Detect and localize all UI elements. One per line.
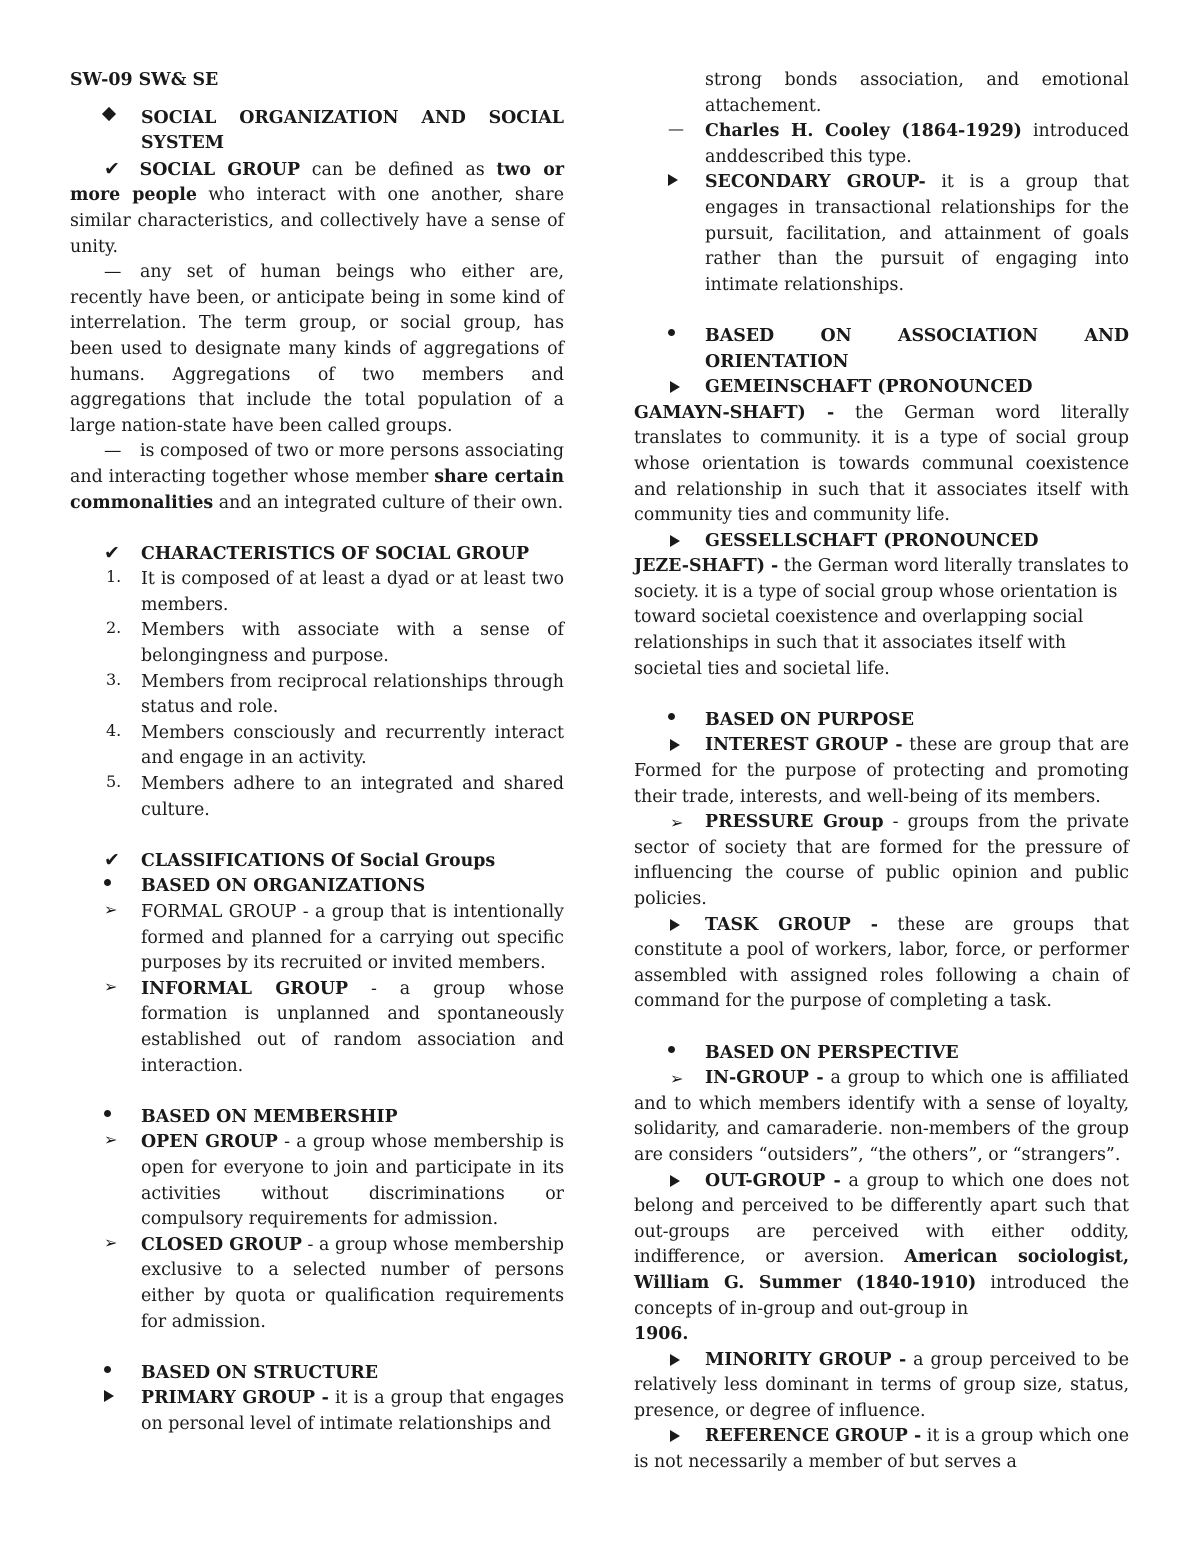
bullet-icon [104, 1361, 134, 1380]
bullet-icon [668, 708, 698, 727]
organizations-heading: BASED ON ORGANIZATIONS [141, 876, 426, 897]
cooley-item: — Charles H. Cooley (1864-1929) introduced anddescribed this type. [668, 119, 1129, 167]
bullet-icon [104, 1105, 134, 1124]
association-heading-item [634, 324, 1129, 375]
main-heading-item [70, 106, 564, 157]
checkmark-icon: ✔ [104, 848, 120, 871]
open-group-item: ➢ OPEN GROUP - a group whose membership is open for everyone to join and participate in its activities without discriminations or compulsory requirements for admission. [104, 1130, 564, 1230]
classifications-heading-item [70, 849, 564, 875]
closed-group-item: ➢ CLOSED GROUP - a group whose membership exclusive to a selected number of persons either by quota or qualification requirements for admission. [104, 1232, 564, 1332]
association-heading: BASED ON ASSOCIATION AND ORIENTATION [705, 325, 1129, 372]
arrow-bullet-icon [670, 529, 680, 555]
purpose-heading-item [634, 708, 1129, 734]
informal-group-item: ➢ INFORMAL GROUP - a group whose formation is unplanned and spontaneously established out of random association and interaction. [104, 976, 564, 1076]
reference-group-item: REFERENCE GROUP - it is a group which one is not necessarily a member of but serves a [634, 1426, 1129, 1473]
perspective-heading: BASED ON PERSPECTIVE [705, 1042, 959, 1063]
arrow-bullet-icon [670, 1169, 680, 1195]
document-header: SW-09 SW& SE [70, 70, 219, 90]
checkmark-icon: ✔ [104, 157, 120, 180]
classifications-heading: CLASSIFICATIONS Of Social Groups [141, 850, 496, 871]
characteristics-heading: CHARACTERISTICS OF SOCIAL GROUP [141, 543, 530, 564]
social-group-definition-3: — is composed of two or more persons associating and interacting together whose member share certain commonalities and an integrated culture of their own. [70, 441, 564, 513]
structure-heading: BASED ON STRUCTURE [141, 1362, 379, 1383]
arrow-bullet-icon [104, 1386, 134, 1405]
arrow-bullet-icon [670, 1348, 680, 1374]
checkmark-icon: ✔ [104, 541, 120, 564]
arrow-bullet-icon [670, 733, 680, 759]
arrow-bullet-icon [668, 170, 698, 189]
list-item: 1. It is composed of at least a dyad or at least two members. [106, 567, 564, 615]
list-item: 4. Members consciously and recurrently interact and engage in an activity. [106, 720, 564, 769]
membership-heading: BASED ON MEMBERSHIP [141, 1106, 398, 1127]
gemeinschaft-item: GEMEINSCHAFT (PRONOUNCED GAMAYN-SHAFT) - the German word literally translates to community. it is a type of social group whose orientation is towards communal coexistence and relationship in such that it associates itself with community ties and community life. [634, 377, 1129, 526]
arrow-bullet-icon: ➢ [670, 1069, 684, 1089]
in-group-item: ➢ IN-GROUP - a group to which one is affiliated and to which members identify with a sense of loyalty, solidarity, and camaraderie. non-members of the group are considers “outsiders”, “the others”, or “strangers”. [634, 1068, 1130, 1165]
structure-heading-item [70, 1361, 564, 1387]
arrow-bullet-icon [670, 913, 680, 939]
arrow-bullet-icon [670, 375, 680, 401]
perspective-heading-item [634, 1041, 1129, 1067]
membership-heading-item [70, 1105, 564, 1131]
main-heading: SOCIAL ORGANIZATION AND SOCIAL SYSTEM [141, 107, 564, 154]
arrow-bullet-icon [670, 1424, 680, 1450]
diamond-bullet-icon [104, 106, 134, 125]
bullet-icon [104, 874, 134, 893]
social-group-definition-2: — any set of human beings who either are, recently have been, or anticipate being in some kind of interrelation. The term group, or social group, has been used to designate many kinds of aggregations of humans. Aggregations of two members and aggregations that include the total population of a large nation-state have been called groups. [70, 262, 564, 436]
organizations-heading-item [70, 874, 564, 900]
primary-group-continued: strong bonds association, and emotional attachement. [705, 70, 1129, 116]
arrow-bullet-icon: ➢ [670, 813, 684, 833]
dash-bullet-icon: — [668, 119, 684, 139]
characteristics-heading-item [70, 542, 564, 568]
gesellschaft-item: GESSELLSCHAFT (PRONOUNCED JEZE-SHAFT) - the German word literally translates to society. it is a type of social group whose orientation is toward societal coexistence and overlapping social relationships in such that it associates itself with societal ties and societal life. [634, 530, 1129, 679]
purpose-heading: BASED ON PURPOSE [705, 709, 914, 730]
primary-group-item: PRIMARY GROUP - it is a group that engages on personal level of intimate relationships and [70, 1386, 564, 1437]
social-group-definition: ✔ SOCIAL GROUP can be defined as two or more people who interact with one another, share similar characteristics, and collectively have a sense of unity. [70, 157, 564, 257]
arrow-bullet-icon: ➢ [104, 976, 118, 996]
secondary-group-item: SECONDARY GROUP- it is a group that engages in transactional relationships for the pursuit, facilitation, and attainment of goals rather than the pursuit of engaging into intimate relationships. [634, 170, 1129, 298]
social-group-label: SOCIAL GROUP [139, 159, 301, 180]
right-column [634, 68, 1129, 1476]
left-column [70, 68, 564, 1437]
bullet-icon [668, 324, 698, 343]
arrow-bullet-icon: ➢ [104, 1232, 118, 1252]
formal-group-item: ➢ FORMAL GROUP - a group that is intentionally formed and planned for a carrying out specific purposes by its recruited or invited members. [104, 900, 564, 974]
bullet-icon [668, 1041, 698, 1060]
arrow-bullet-icon: ➢ [104, 1130, 118, 1150]
list-item: 3. Members from reciprocal relationships through status and role. [106, 669, 564, 718]
characteristics-list [70, 567, 564, 823]
arrow-bullet-icon: ➢ [104, 900, 118, 919]
pressure-group-item: ➢ PRESSURE Group - groups from the private sector of society that are formed for the pressure of influencing the course of public opinion and public policies. [634, 812, 1129, 909]
list-item: 2. Members with associate with a sense of belongingness and purpose. [106, 618, 564, 667]
out-group-item: OUT-GROUP - a group to which one does not belong and perceived to be differently apart such that out-groups are perceived with either oddity, indifference, or aversion. American sociologist, William G. Summer (1840-1910) introduced the concepts of in-group and out-group in 1906. [634, 1170, 1129, 1345]
list-item: 5. Members adhere to an integrated and shared culture. [106, 772, 564, 820]
task-group-item: TASK GROUP - these are groups that constitute a pool of workers, labor, force, or performer assembled with assigned roles following a chain of command for the purpose of completing a task. [634, 914, 1129, 1012]
interest-group-item: INTEREST GROUP - these are group that are Formed for the purpose of protecting and promoting their trade, interests, and well-being of its members. [634, 735, 1129, 807]
minority-group-item: MINORITY GROUP - a group perceived to be relatively less dominant in terms of group size, status, presence, or degree of influence. [634, 1349, 1129, 1421]
